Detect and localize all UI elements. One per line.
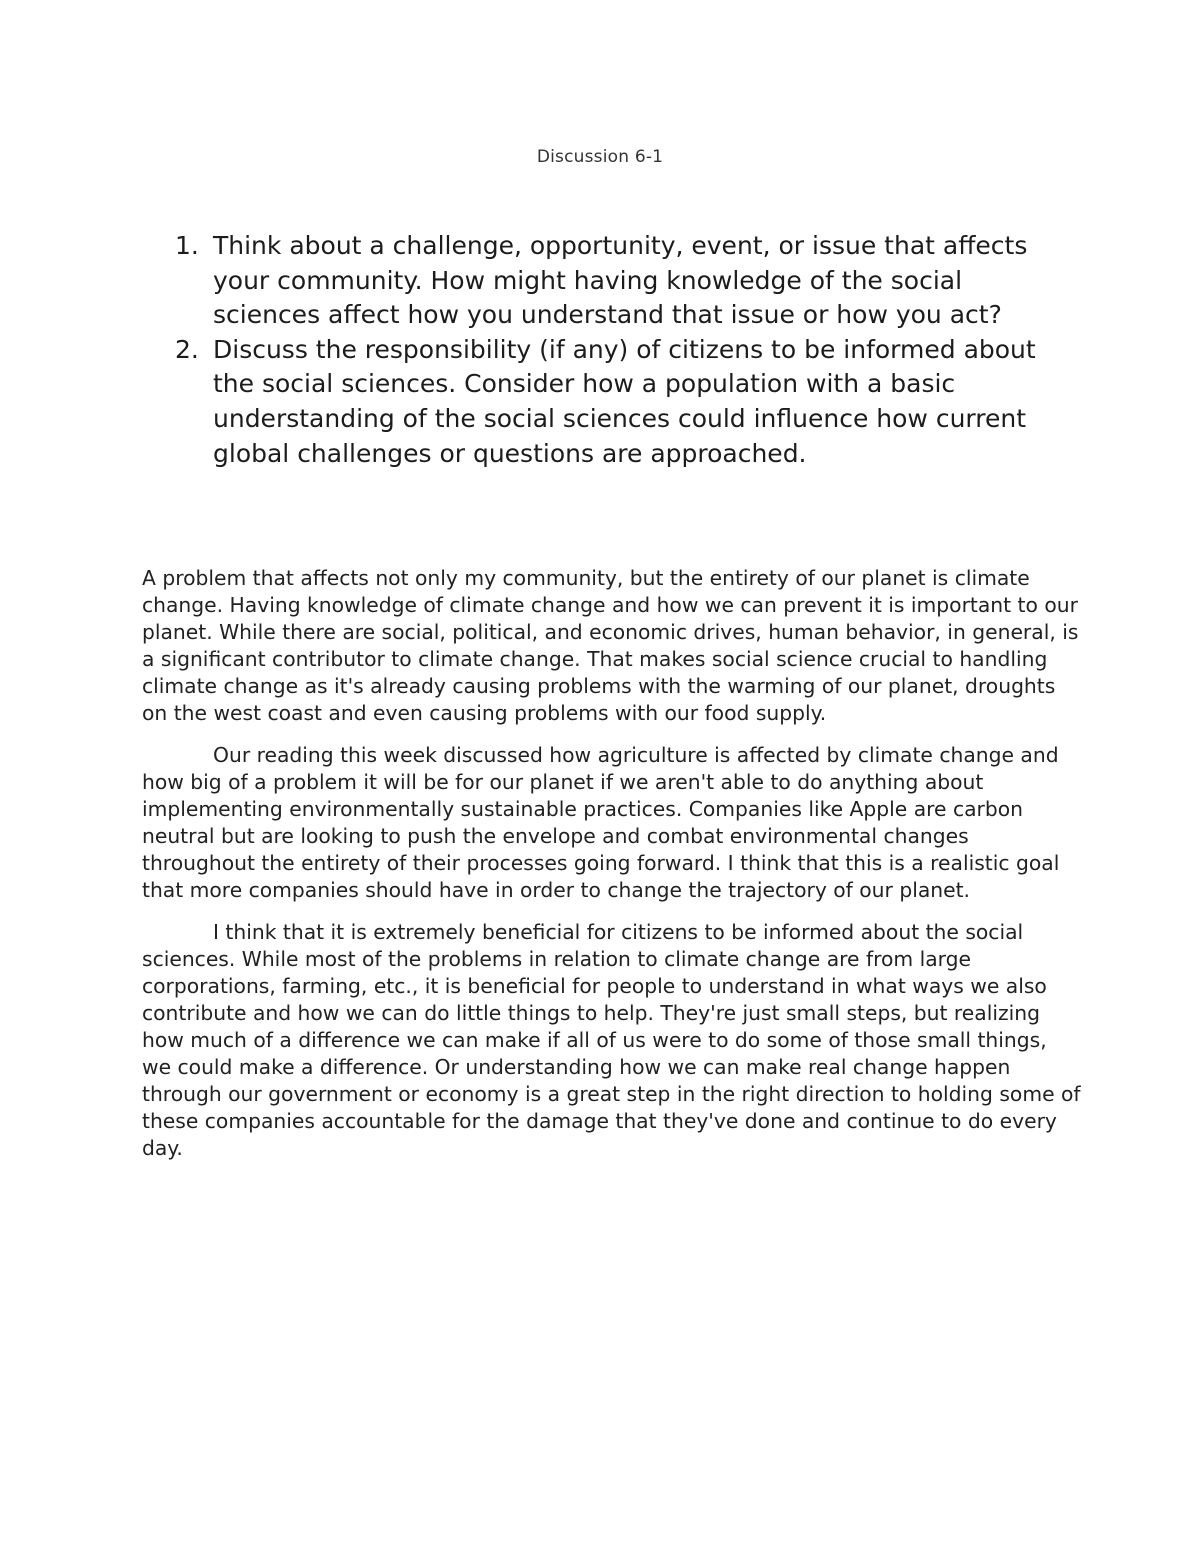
question-text: Think about a challenge, opportunity, event, or issue that affects your community. How might having knowledge of the social sciences affect how you understand that issue or how you act? [213,231,1028,330]
question-item [170,229,1070,333]
response-paragraph: Our reading this week discussed how agriculture is affected by climate change and how big of a problem it will be for our planet if we aren't able to do anything about implementing environmentally sustainable practices. Companies like Apple are carbon neutral but are looking to push the envelope and combat environmental changes throughout the entirety of their processes going forward. I think that this is a realistic goal that more companies should have in order to change the trajectory of our planet. [142,743,1060,902]
question-number: 1. [175,231,199,260]
question-number: 2. [175,334,199,364]
response-paragraph: A problem that affects not only my community, but the entirety of our planet is climate change. Having knowledge of climate change and how we can prevent it is important to our planet. While there are social, political, and economic drives, human behavior, in general, is a significant contributor to climate change. That makes social science crucial to handling climate change as it's already causing problems with the warming of our planet, droughts on the west coast and even causing problems with our food supply. [142,566,1079,725]
response-body [142,565,1082,1177]
response-paragraph: I think that it is extremely beneficial for citizens to be informed about the social sciences. While most of the problems in relation to climate change are from large corporations, farming, etc., it is beneficial for people to understand in what ways we also contribute and how we can do little things to help. They're just small steps, but realizing how much of a difference we can make if all of us were to do some of those small things, we could make a difference. Or understanding how we can make real change happen through our government or economy is a great step in the right direction to holding some of these companies accountable for the damage that they've done and continue to do every day. [142,920,1081,1160]
question-list [170,229,1070,471]
question-item [170,333,1070,471]
question-text: Discuss the responsibility (if any) of citizens to be informed about the social sciences. Consider how a population with a basic understanding of the social sciences could influence how current global challenges or questions are approached. [213,334,1036,468]
page-title: Discussion 6-1 [536,147,664,167]
